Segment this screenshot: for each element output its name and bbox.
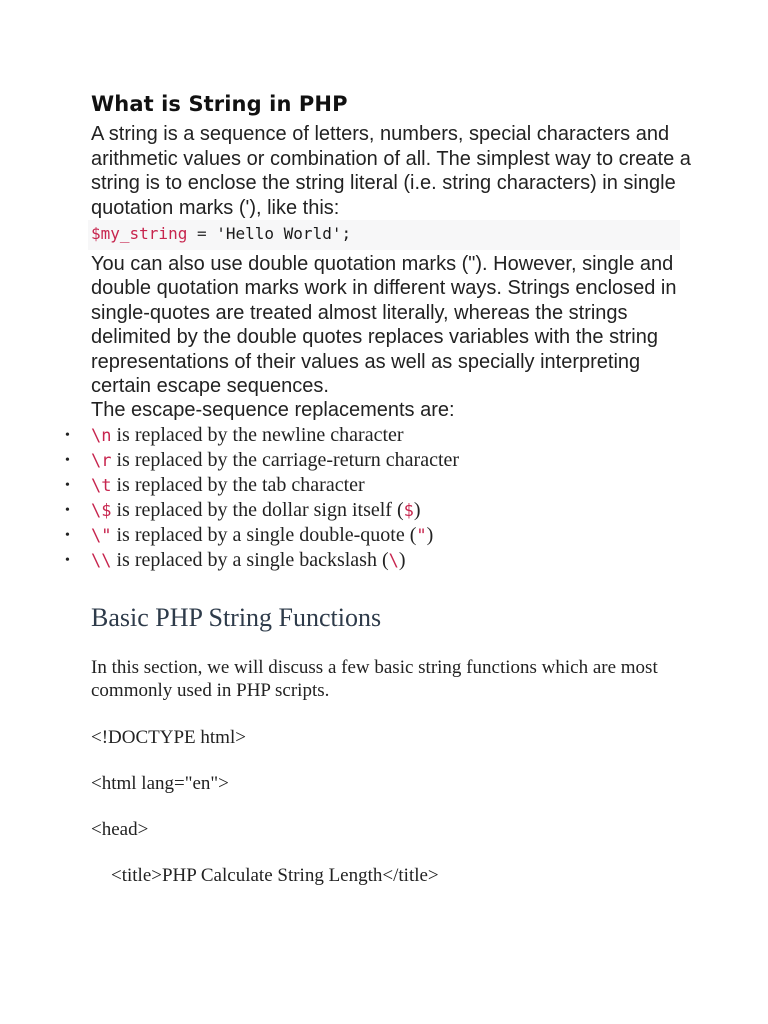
escape-sequence-code: \r: [91, 451, 112, 471]
bullet: •: [65, 553, 70, 568]
code-line-doctype: <!DOCTYPE html>: [91, 727, 246, 748]
escape-description: is replaced by a single backslash (: [111, 549, 389, 571]
escape-description: is replaced by the newline character: [111, 424, 404, 446]
list-item: [0, 448, 768, 473]
escape-description: is replaced by the carriage-return character: [111, 449, 460, 471]
escape-sequence-code: \t: [91, 476, 112, 496]
escape-sequence-code: \$: [91, 501, 112, 521]
escape-result-code: \: [388, 551, 399, 571]
escape-result-code: $: [403, 501, 414, 521]
escape-close-paren: ): [426, 524, 434, 546]
bullet: •: [65, 478, 70, 493]
escape-sequence-code: \n: [91, 426, 112, 446]
list-item: [0, 423, 768, 448]
bullet: •: [65, 428, 70, 443]
intro-paragraph: A string is a sequence of letters, numbers, special characters and arithmetic values or combination of all. The simplest way to create a string is to enclose the string literal (i.e. string characters) in single quotation marks ('), like this:: [91, 123, 691, 219]
code-operator: =: [187, 224, 217, 243]
code-line-html: <html lang="en">: [91, 773, 229, 794]
list-item: [0, 548, 768, 573]
escape-close-paren: ): [413, 499, 421, 521]
code-variable: $my_string: [91, 224, 188, 243]
list-item: [0, 498, 768, 523]
code-string-value: 'Hello World';: [216, 224, 352, 243]
code-example-block: [88, 220, 680, 250]
escape-sequence-list: [0, 423, 768, 573]
escape-result-code: ": [416, 526, 427, 546]
section-intro: In this section, we will discuss a few basic string functions which are most commonly used in PHP scripts.: [91, 657, 658, 701]
escape-intro: The escape-sequence replacements are:: [91, 399, 455, 422]
code-example-line: [91, 220, 351, 248]
bullet: •: [65, 503, 70, 518]
bullet: •: [65, 453, 70, 468]
section-heading: Basic PHP String Functions: [91, 603, 382, 632]
escape-description: is replaced by the tab character: [111, 474, 365, 496]
quotes-paragraph: [91, 252, 691, 423]
escape-description: is replaced by a single double-quote (: [111, 524, 417, 546]
list-item: [0, 473, 768, 498]
escape-sequence-code: \": [91, 526, 112, 546]
escape-sequence-code: \\: [91, 551, 112, 571]
code-line-head: <head>: [91, 819, 149, 840]
code-line-title: <title>PHP Calculate String Length</title>: [111, 865, 439, 886]
bullet: •: [65, 528, 70, 543]
page-title: What is String in PHP: [91, 92, 348, 116]
escape-description: is replaced by the dollar sign itself (: [111, 499, 404, 521]
escape-close-paren: ): [398, 549, 406, 571]
quotes-paragraph-text: You can also use double quotation marks ("). However, single and double quotation marks work in different ways. Strings enclosed in single-quotes are treated almost literally, whereas the strings delimited by the double quotes replaces variables with the string representations of their values as well as specially interpreting certain escape sequences.: [91, 253, 677, 398]
list-item: [0, 523, 768, 548]
